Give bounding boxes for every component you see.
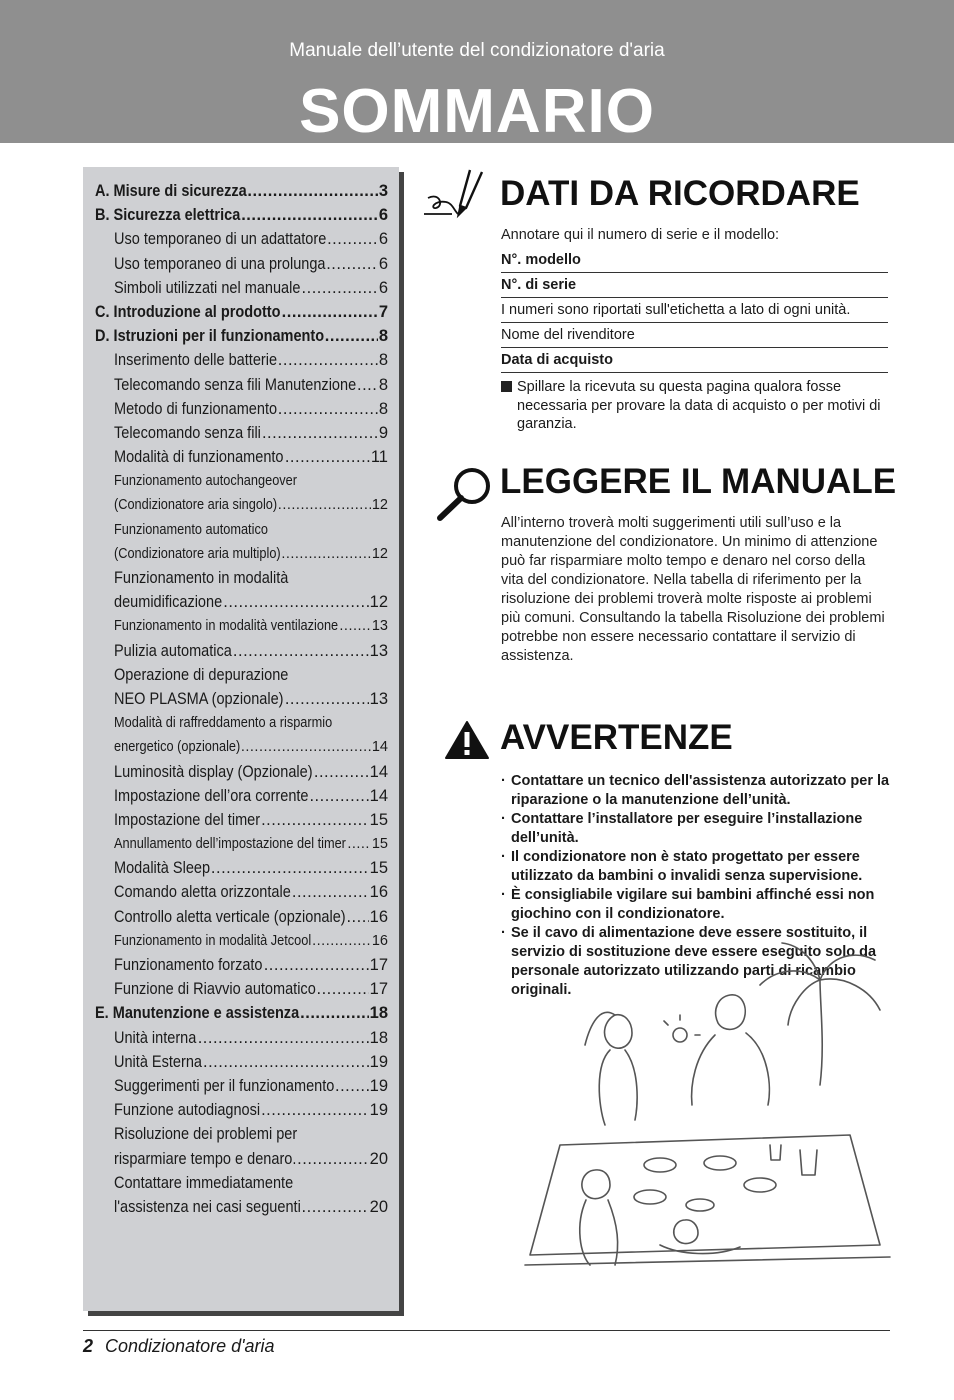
toc-leader-dots	[203, 1050, 369, 1074]
toc-entry	[83, 929, 399, 953]
toc-entry	[83, 905, 399, 929]
warning-item: · È consigliabile vigilare sui bambini affinché essi non giochino con il condizionatore.	[501, 887, 875, 922]
toc-entry-label: Unità Esterna	[114, 1052, 202, 1071]
toc-entry-label: NEO PLASMA (opzionale)	[114, 689, 284, 708]
toc-entry-page: 12	[369, 593, 388, 612]
toc-entry-label: Telecomando senza fili Manutenzione	[114, 375, 357, 394]
toc-list	[83, 179, 399, 1219]
toc-leader-dots	[198, 1026, 369, 1050]
toc-entry-label: Unità interna	[114, 1028, 197, 1047]
toc-entry-label: l'assistenza nei casi seguenti	[114, 1197, 301, 1216]
toc-entry-label: Inserimento delle batterie	[114, 351, 278, 370]
toc-entry	[83, 227, 399, 251]
toc-leader-dots	[335, 1074, 369, 1098]
toc-entry-label: C. Introduzione al prodotto	[95, 302, 281, 321]
toc-entry-label: Operazione di depurazione	[114, 665, 289, 684]
toc-entry-page: 17	[369, 980, 388, 999]
toc-entry-label: Comando aletta orizzontale	[114, 883, 291, 902]
toc-leader-dots	[211, 856, 369, 880]
toc-leader-dots	[281, 542, 371, 566]
toc-entry-label: Funzionamento in modalità ventilazione	[114, 618, 339, 635]
toc-entry	[83, 953, 399, 977]
toc-leader-dots	[309, 784, 368, 808]
dati-title: DATI DA RICORDARE	[500, 174, 860, 213]
toc-entry-page: 13	[371, 618, 388, 635]
toc-entry	[83, 373, 399, 397]
toc-entry-label: Modalità di raffreddamento a risparmio	[114, 715, 333, 732]
toc-entry	[83, 1026, 399, 1050]
toc-leader-dots	[264, 953, 369, 977]
toc-leader-dots	[327, 227, 378, 251]
toc-entry	[83, 203, 399, 227]
family-table-illustration	[520, 935, 900, 1275]
toc-leader-dots	[300, 1001, 368, 1025]
toc-entry	[83, 687, 399, 711]
toc-entry-label: Telecomando senza fili	[114, 423, 261, 442]
toc-entry	[83, 614, 399, 638]
toc-entry	[83, 1050, 399, 1074]
toc-entry-label: Uso temporaneo di una prolunga	[114, 254, 326, 273]
toc-entry-label: Funzionamento autochangeover	[114, 473, 298, 490]
toc-entry	[83, 397, 399, 421]
toc-entry	[83, 590, 399, 614]
toc-entry-page: 6	[378, 278, 388, 297]
toc-entry-label: Funzionamento forzato	[114, 956, 263, 974]
toc-entry	[83, 977, 399, 1001]
toc-entry-page: 16	[369, 883, 388, 902]
toc-leader-dots	[297, 1147, 368, 1171]
toc-entry	[83, 493, 399, 517]
toc-entry-label: Funzione autodiagnosi	[114, 1101, 261, 1120]
toc-entry-page: 15	[369, 810, 388, 829]
toc-entry-label: Funzione di Riavvio automatico	[114, 980, 316, 999]
toc-entry	[83, 1098, 399, 1122]
toc-entry	[83, 542, 399, 566]
toc-leader-dots	[312, 929, 371, 953]
toc-leader-dots	[282, 300, 378, 324]
toc-entry-page: 16	[369, 907, 388, 926]
toc-entry	[83, 832, 399, 856]
toc-entry-page: 13	[369, 689, 388, 708]
warning-item: · Contattare l’installatore per eseguire l’installazione dell’unità.	[501, 811, 863, 846]
toc-entry	[83, 880, 399, 904]
warning-item: · Contattare un tecnico dell'assistenza autorizzato per la riparazione o la manutenzione dell’unità.	[501, 773, 890, 808]
page-footer	[83, 1336, 275, 1357]
toc-entry-page: 13	[369, 641, 388, 660]
toc-leader-dots	[292, 880, 369, 904]
toc-entry-label: E. Manutenzione e assistenza	[95, 1004, 300, 1023]
toc-entry-label: Controllo aletta verticale (opzionale)	[114, 907, 346, 926]
square-bullet-icon	[501, 381, 512, 392]
magnifier-icon	[434, 465, 496, 523]
toc-entry-page: 18	[369, 1004, 388, 1023]
toc-leader-dots	[241, 203, 378, 227]
toc-entry	[83, 760, 399, 784]
toc-entry	[83, 179, 399, 203]
form-row-label-note: I numeri sono riportati sull'etichetta a lato di ogni unità.	[501, 298, 888, 323]
toc-entry	[83, 735, 399, 759]
toc-entry-label: Metodo di funzionamento	[114, 399, 278, 418]
toc-leader-dots	[357, 373, 378, 397]
toc-leader-dots	[285, 687, 369, 711]
leggere-text: All’interno troverà molti suggerimenti utili sull’uso e la manutenzione del condizionatore. Un minimo di attenzione può far risparmiare molto tempo e denaro nel corso della vita del condizionatore. Nella tabella di riferimento per la risoluzione dei problemi troverà molte risposte ai problemi più comuni. Consultando la tabella Risoluzione dei problemi potrebbe non essere necessario contattare il servizio di assistenza.	[501, 515, 885, 664]
toc-entry-page: 19	[369, 1101, 388, 1120]
toc-leader-dots	[325, 324, 378, 348]
toc-entry-page: 11	[370, 448, 388, 467]
toc-entry-page: 3	[378, 182, 388, 200]
toc-entry-page: 8	[378, 399, 388, 418]
toc-entry-label: Risoluzione dei problemi per	[114, 1125, 298, 1144]
toc-entry-label: Suggerimenti per il funzionamento	[114, 1076, 335, 1095]
toc-entry-page: 6	[378, 230, 388, 249]
toc-leader-dots	[278, 493, 371, 517]
toc-entry	[83, 711, 399, 735]
warning-item: · Se il cavo di alimentazione deve essere sostituito, il servizio di sostituzione deve essere eseguito solo da personale autorizzato utilizzando parti di ricambio originali.	[501, 925, 877, 998]
toc-entry-page: 14	[369, 786, 388, 805]
toc-leader-dots	[317, 977, 369, 1001]
toc-entry	[83, 566, 399, 590]
toc-entry-label: Modalità di funzionamento	[114, 448, 284, 467]
toc-entry	[83, 856, 399, 880]
toc-entry	[83, 445, 399, 469]
toc-entry	[83, 1001, 399, 1025]
form-row-serial: N°. di serie	[501, 273, 888, 298]
toc-entry-label: risparmiare tempo e denaro.	[114, 1149, 297, 1168]
toc-entry-page: 16	[371, 932, 388, 949]
toc-leader-dots	[261, 1098, 369, 1122]
toc-entry	[83, 324, 399, 348]
toc-leader-dots	[347, 832, 371, 856]
toc-leader-dots	[233, 639, 369, 663]
toc-entry-label: Modalità Sleep	[114, 859, 211, 878]
toc-leader-dots	[247, 179, 377, 203]
toc-leader-dots	[278, 397, 378, 421]
toc-entry	[83, 518, 399, 542]
toc-entry	[83, 663, 399, 687]
toc-entry-label: Impostazione dell’ora corrente	[114, 786, 309, 805]
toc-entry-label: Impostazione del timer	[114, 810, 261, 829]
toc-leader-dots	[241, 735, 371, 759]
header-subtitle: Manuale dell’utente del condizionatore d'aria	[289, 40, 665, 61]
toc-leader-dots	[302, 1195, 369, 1219]
page-number: 2	[83, 1336, 94, 1356]
page-title: SOMMARIO	[299, 77, 655, 146]
toc-entry-label: deumidificazione	[114, 593, 223, 612]
form-row-purchase-date: Data di acquisto	[501, 348, 888, 373]
toc-entry-page: 14	[369, 762, 388, 781]
footer-divider	[83, 1330, 890, 1331]
toc-entry	[83, 1195, 399, 1219]
toc-entry	[83, 784, 399, 808]
receipt-note	[501, 378, 889, 434]
toc-entry	[83, 276, 399, 300]
toc-entry-label: Simboli utilizzati nel manuale	[114, 278, 301, 297]
receipt-note-text: Spillare la ricevuta su questa pagina qualora fosse necessaria per provare la data di acquisto o per motivi di garanzia.	[517, 379, 881, 432]
toc-entry-label: A. Misure di sicurezza	[95, 182, 247, 200]
toc-leader-dots	[285, 445, 370, 469]
leggere-title: LEGGERE IL MANUALE	[500, 462, 897, 501]
toc-leader-dots	[223, 590, 368, 614]
toc-leader-dots	[326, 252, 378, 276]
toc-entry-page: 12	[371, 497, 388, 514]
toc-entry-page: 7	[378, 302, 388, 321]
toc-entry	[83, 421, 399, 445]
toc-entry-page: 20	[369, 1197, 388, 1216]
toc-entry-page: 12	[371, 545, 388, 562]
toc-entry-page: 17	[369, 956, 388, 974]
toc-entry-page: 9	[378, 423, 388, 442]
toc-entry	[83, 300, 399, 324]
table-of-contents	[83, 167, 399, 1311]
toc-entry-page: 19	[369, 1076, 388, 1095]
form-row-dealer: Nome del rivenditore	[501, 323, 888, 348]
toc-entry-page: 20	[369, 1149, 388, 1168]
toc-entry	[83, 469, 399, 493]
toc-entry-label: Pulizia automatica	[114, 641, 232, 660]
toc-entry-page: 6	[378, 206, 388, 225]
toc-entry	[83, 1074, 399, 1098]
toc-entry-page: 8	[378, 351, 388, 370]
toc-entry-label: Annullamento dell’impostazione del timer	[114, 836, 346, 853]
toc-entry	[83, 639, 399, 663]
toc-entry-label: Uso temporaneo di un adattatore	[114, 230, 327, 249]
toc-entry	[83, 1147, 399, 1171]
toc-leader-dots	[302, 276, 378, 300]
warning-item: · Il condizionatore non è stato progettato per essere utilizzato da bambini o invalidi senza supervisione.	[501, 849, 863, 884]
toc-entry-label: Funzionamento in modalità Jetcool	[114, 932, 312, 949]
toc-entry-label: Contattare immediatamente	[114, 1173, 294, 1192]
dati-intro: Annotare qui il numero di serie e il modello:	[501, 227, 780, 243]
toc-leader-dots	[339, 614, 370, 638]
toc-entry-page: 19	[369, 1052, 388, 1071]
toc-entry-page: 15	[371, 836, 388, 853]
footer-text: Condizionatore d'aria	[105, 1336, 275, 1356]
toc-entry-page: 14	[371, 739, 388, 756]
toc-leader-dots	[261, 808, 369, 832]
toc-entry-page: 8	[378, 327, 388, 346]
toc-leader-dots	[262, 421, 378, 445]
toc-entry-label: Funzionamento in modalità	[114, 569, 289, 587]
toc-entry-label: (Condizionatore aria singolo)	[114, 497, 278, 514]
toc-entry-label: Funzionamento automatico	[114, 521, 268, 538]
toc-entry-label: energetico (opzionale)	[114, 739, 241, 756]
toc-entry-page: 8	[378, 375, 388, 394]
toc-entry-page: 6	[378, 254, 388, 273]
toc-leader-dots	[314, 760, 369, 784]
form-row-model: N°. modello	[501, 248, 888, 273]
toc-entry-page: 15	[369, 859, 388, 878]
toc-entry	[83, 1122, 399, 1146]
toc-entry	[83, 1171, 399, 1195]
toc-entry-label: D. Istruzioni per il funzionamento	[95, 327, 325, 346]
toc-leader-dots	[346, 905, 368, 929]
toc-leader-dots	[278, 348, 378, 372]
toc-entry	[83, 348, 399, 372]
avvertenze-title: AVVERTENZE	[500, 718, 733, 757]
toc-entry-label: Luminosità display (Opzionale)	[114, 762, 313, 781]
toc-entry	[83, 808, 399, 832]
page-header	[0, 0, 954, 146]
toc-entry-label: B. Sicurezza elettrica	[95, 206, 241, 225]
toc-entry-label: (Condizionatore aria multiplo)	[114, 545, 281, 562]
toc-entry	[83, 252, 399, 276]
warning-triangle-icon	[444, 720, 490, 760]
pen-writing-icon	[422, 168, 494, 224]
toc-entry-page: 18	[369, 1028, 388, 1047]
